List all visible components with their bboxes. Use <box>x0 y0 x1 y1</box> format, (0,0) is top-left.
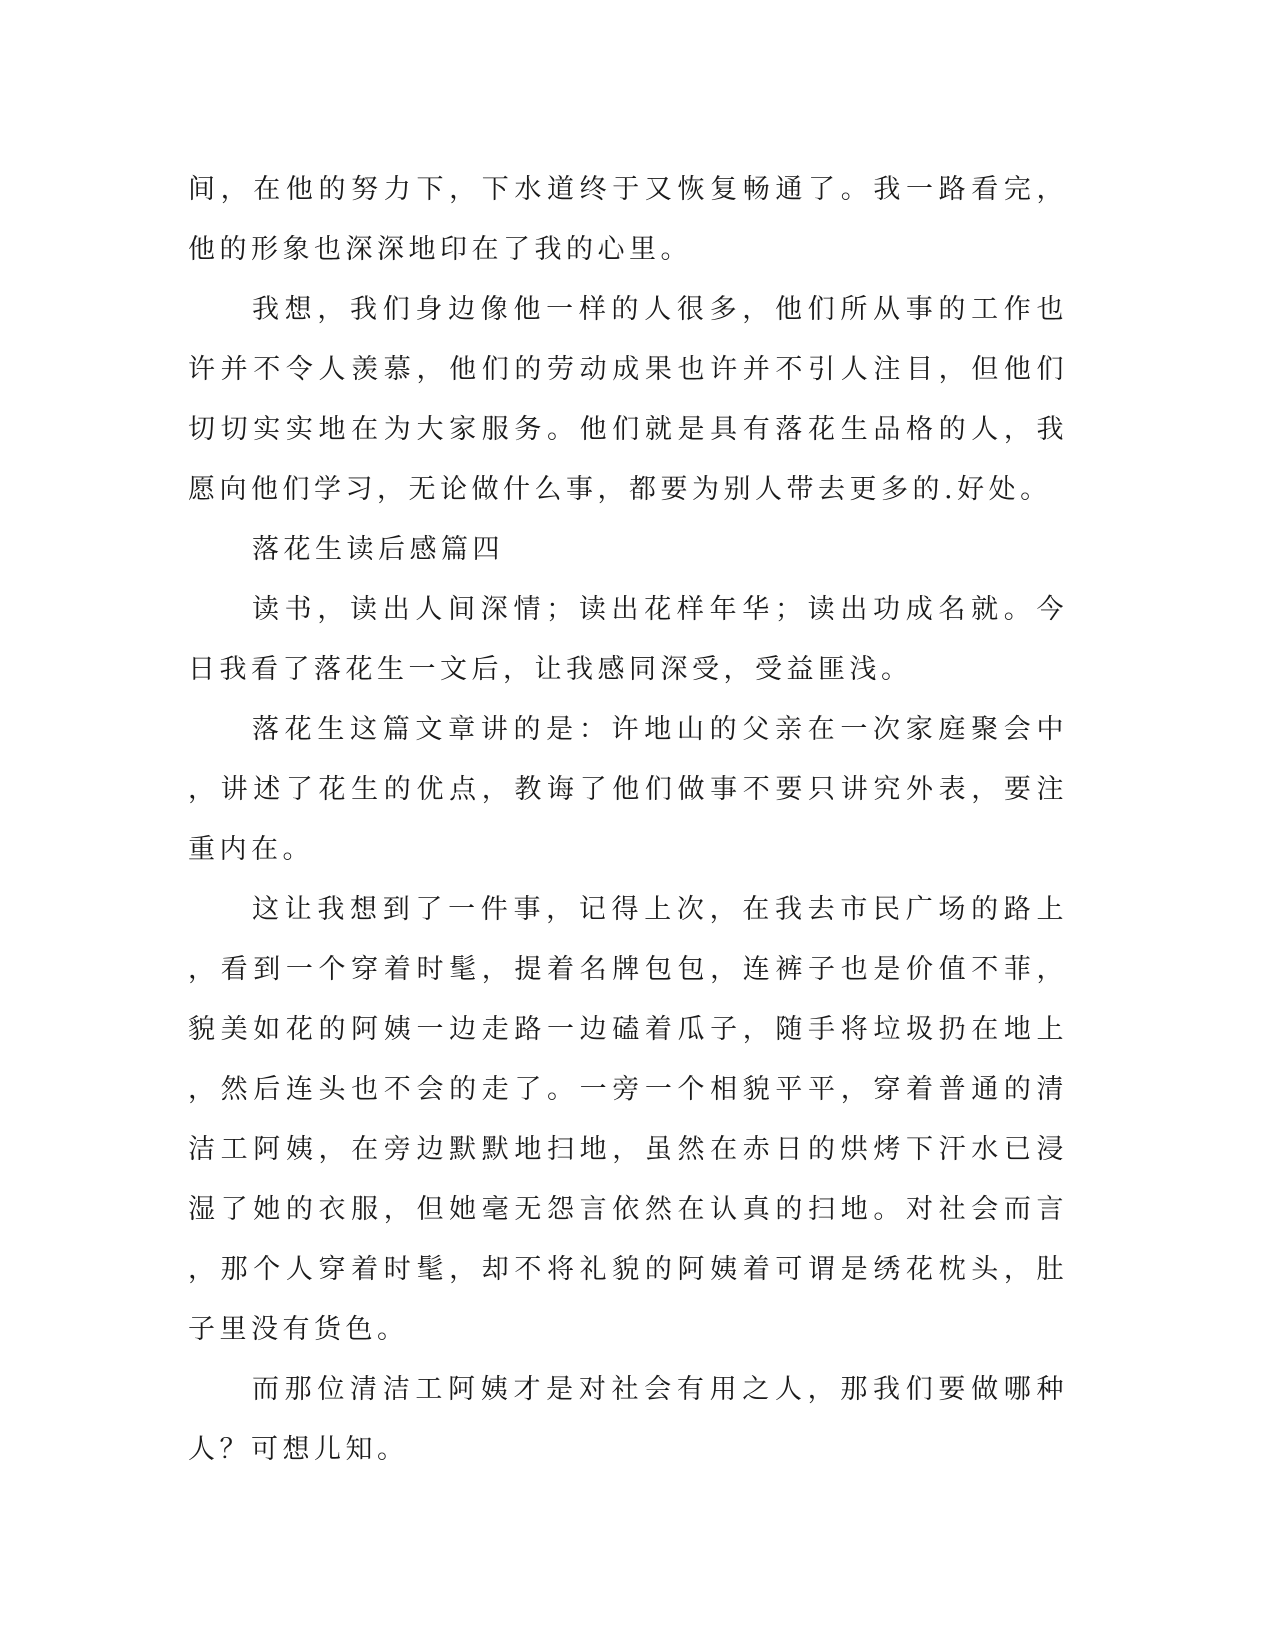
paragraph-reflection: 我想，我们身边像他一样的人很多，他们所从事的工作也许并不令人羡慕，他们的劳动成果也许并不引人注目，但他们切切实实地在为大家服务。他们就是具有落花生品格的人，我愿向他们学习，无论做什么事，都要为别人带去更多的.好处。 <box>188 294 1068 505</box>
paragraph-story: 这让我想到了一件事，记得上次，在我去市民广场的路上，看到一个穿着时髦，提着名牌包包，连裤子也是价值不菲，貌美如花的阿姨一边走路一边磕着瓜子，随手将垃圾扔在地上，然后连头也不会的走了。一旁一个相貌平平，穿着普通的清洁工阿姨，在旁边默默地扫地，虽然在赤日的烘烤下汗水已浸湿了她的衣服，但她毫无怨言依然在认真的扫地。对社会而言，那个人穿着时髦，却不将礼貌的阿姨着可谓是绣花枕头，肚子里没有货色。 <box>188 894 1068 1345</box>
paragraph-summary: 落花生这篇文章讲的是：许地山的父亲在一次家庭聚会中，讲述了花生的优点，教诲了他们做事不要只讲究外表，要注重内在。 <box>188 714 1068 865</box>
section-heading: 落花生读后感篇四 <box>252 534 504 565</box>
paragraph-continuation: 间，在他的努力下，下水道终于又恢复畅通了。我一路看完，他的形象也深深地印在了我的心里。 <box>188 174 1068 265</box>
paragraph-conclusion: 而那位清洁工阿姨才是对社会有用之人，那我们要做哪种人？可想儿知。 <box>188 1374 1068 1465</box>
paragraph-intro: 读书，读出人间深情；读出花样年华；读出功成名就。今日我看了落花生一文后，让我感同深受，受益匪浅。 <box>188 594 1068 685</box>
document-body <box>188 160 1068 1480</box>
